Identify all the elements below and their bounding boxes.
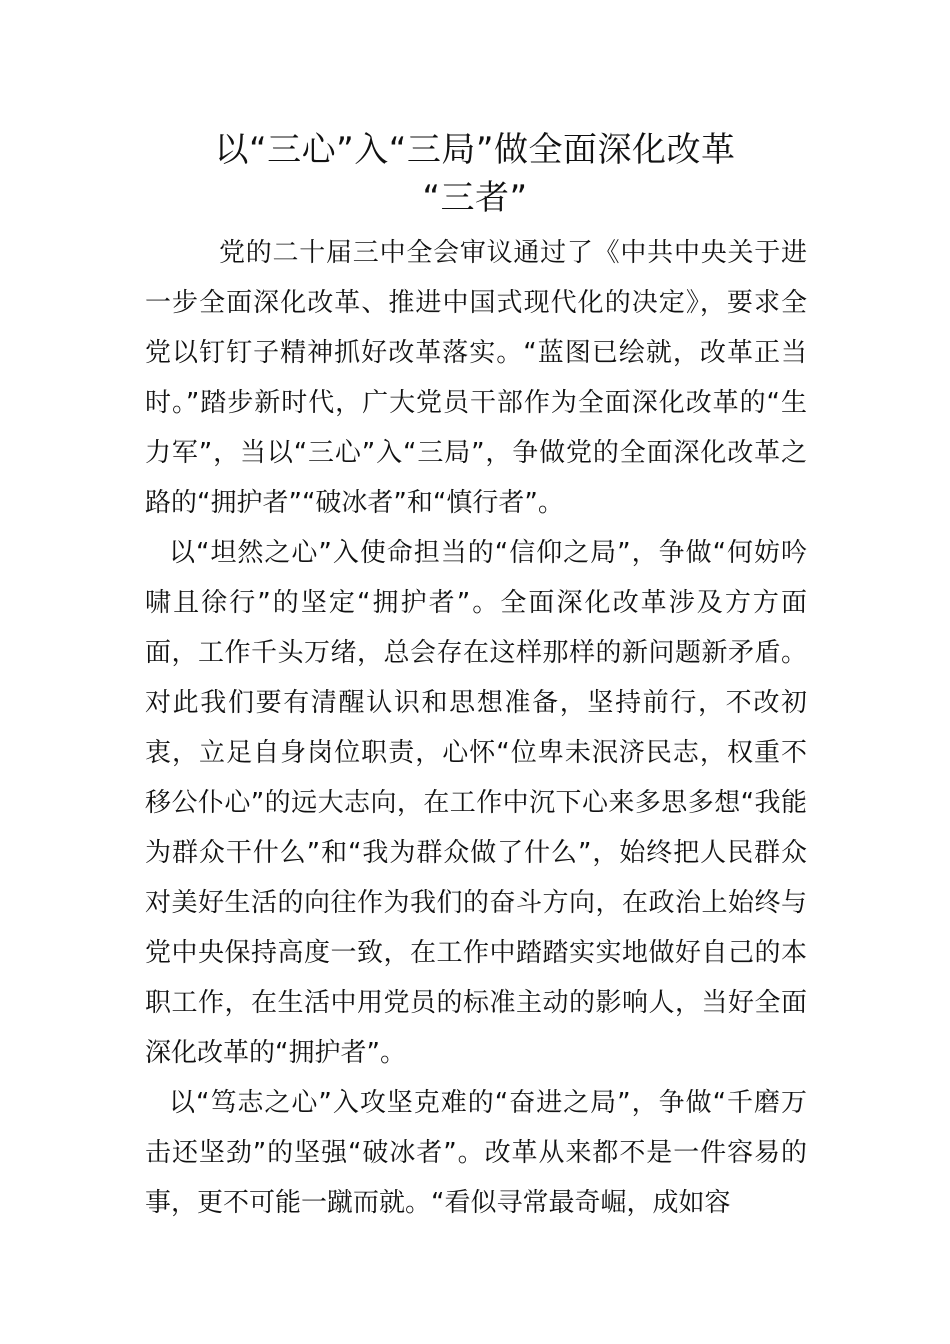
paragraph-supporter: 以“坦然之心”入使命担当的“信仰之局”，争做“何妨吟啸且徐行”的坚定“拥护者”。全面深化改革涉及方方面面，工作千头万绪，总会存在这样那样的新问题新矛盾。对此我们要有清醒认识和思想准备，坚持前行，不改初衷，立足自身岗位职责，心怀“位卑未泯济民志，权重不移公仆心”的远大志向，在工作中沉下心来多思多想“我能为群众干什么”和“我为群众做了什么”，始终把人民群众对美好生活的向往作为我们的奋斗方向，在政治上始终与党中央保持高度一致，在工作中踏踏实实地做好自己的本职工作，在生活中用党员的标准主动的影响人，当好全面深化改革的“拥护者”。 bbox=[145, 538, 807, 1068]
paragraph-icebreaker: 以“笃志之心”入攻坚克难的“奋进之局”，争做“千磨万击还坚劲”的坚强“破冰者”。改革从来都不是一件容易的事，更不可能一蹴而就。“看似寻常最奇崛，成如容 bbox=[145, 1088, 807, 1218]
document-title bbox=[150, 126, 800, 222]
document-body bbox=[145, 228, 807, 1228]
title-line-2: “三者” bbox=[422, 178, 528, 218]
title-line-1: 以“三心”入“三局”做全面深化改革 bbox=[214, 130, 736, 170]
paragraph-intro: 党的二十届三中全会审议通过了《中共中央关于进一步全面深化改革、推进中国式现代化的决定》，要求全党以钉钉子精神抓好改革落实。“蓝图已绘就，改革正当时。”踏步新时代，广大党员干部作为全面深化改革的“生力军”，当以“三心”入“三局”，争做党的全面深化改革之路的“拥护者”“破冰者”和“慎行者”。 bbox=[145, 238, 807, 518]
